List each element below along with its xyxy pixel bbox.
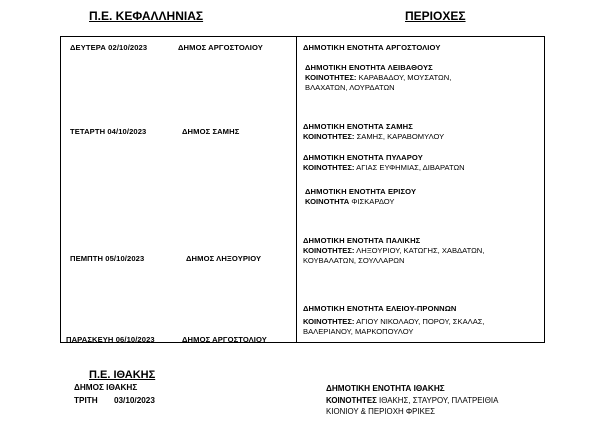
communities-list: ΦΙΣΚΑΡΔΟΥ xyxy=(351,197,395,206)
communities-label: ΚΟΙΝΟΤΗΤΕΣ: xyxy=(303,317,355,326)
area-communities-cont: ΚΟΥΒΑΛΑΤΩΝ, ΣΟΥΛΛΑΡΩΝ xyxy=(303,256,405,265)
ithaki-day: ΤΡΙΤΗ xyxy=(74,396,98,405)
row-municipality: ΔΗΜΟΣ ΣΑΜΗΣ xyxy=(182,127,240,136)
row-date: ΠΕΜΠΤΗ 05/10/2023 xyxy=(70,254,145,263)
area-communities xyxy=(305,73,451,82)
row-date: ΠΑΡΑΣΚΕΥΗ 06/10/2023 xyxy=(66,335,155,343)
area-communities-cont: ΒΛΑΧΑΤΩΝ, ΛΟΥΡΔΑΤΩΝ xyxy=(305,83,395,92)
communities-label: ΚΟΙΝΟΤΗΤΕΣ: xyxy=(303,132,355,141)
areas-heading: ΠΕΡΙΟΧΕΣ xyxy=(405,9,466,23)
row-date: ΤΕΤΑΡΤΗ 04/10/2023 xyxy=(70,127,147,136)
area-communities xyxy=(303,317,485,326)
area-communities-cont: ΒΑΛΕΡΙΑΝΟΥ, ΜΑΡΚΟΠΟΥΛΟΥ xyxy=(303,327,414,336)
ithaki-unit: ΔΗΜΟΤΙΚΗ ΕΝΟΤΗΤΑ ΙΘΑΚΗΣ xyxy=(326,384,445,393)
area-unit: ΔΗΜΟΤΙΚΗ ΕΝΟΤΗΤΑ ΑΡΓΟΣΤΟΛΙΟΥ xyxy=(303,43,441,52)
area-communities xyxy=(303,246,484,255)
communities-list: ΛΗΞΟΥΡΙΟΥ, ΚΑΤΩΓΗΣ, ΧΑΒΔΑΤΩΝ, xyxy=(356,246,485,255)
area-unit: ΔΗΜΟΤΙΚΗ ΕΝΟΤΗΤΑ ΛΕΙΒΑΘΟΥΣ xyxy=(305,63,433,72)
communities-list: ΑΓΙΑΣ ΕΥΦΗΜΙΑΣ, ΔΙΒΑΡΑΤΩΝ xyxy=(356,163,465,172)
ithaki-communities-label: ΚΟΙΝΟΤΗΤΕΣ xyxy=(326,396,377,405)
communities-label: ΚΟΙΝΟΤΗΤΕΣ: xyxy=(305,73,357,82)
kefallinia-heading: Π.Ε. ΚΕΦΑΛΛΗΝΙΑΣ xyxy=(89,9,204,23)
communities-label: ΚΟΙΝΟΤΗΤΕΣ: xyxy=(303,163,355,172)
communities-label: ΚΟΙΝΟΤΗΤΑ xyxy=(305,197,350,206)
communities-label: ΚΟΙΝΟΤΗΤΕΣ: xyxy=(303,246,355,255)
row-date: ΔΕΥΤΕΡΑ 02/10/2023 xyxy=(70,43,148,52)
schedule-table xyxy=(60,36,545,343)
ithaki-date: 03/10/2023 xyxy=(113,396,155,405)
area-unit: ΔΗΜΟΤΙΚΗ ΕΝΟΤΗΤΑ ΠΥΛΑΡΟΥ xyxy=(303,153,423,162)
ithaki-heading: Π.Ε. ΙΘΑΚΗΣ xyxy=(89,369,156,381)
communities-list: ΑΓΙΟΥ ΝΙΚΟΛΑΟΥ, ΠΟΡΟΥ, ΣΚΑΛΑΣ, xyxy=(356,317,485,326)
row-municipality: ΔΗΜΟΣ ΛΗΞΟΥΡΙΟΥ xyxy=(186,254,262,263)
area-communities xyxy=(303,132,444,141)
area-communities xyxy=(303,163,465,172)
ithaki-communities xyxy=(326,396,498,405)
row-municipality: ΔΗΜΟΣ ΑΡΓΟΣΤΟΛΙΟΥ xyxy=(178,43,263,52)
column-divider xyxy=(296,37,297,342)
area-communities xyxy=(305,197,395,206)
ithaki-municipality: ΔΗΜΟΣ ΙΘΑΚΗΣ xyxy=(74,383,138,392)
area-unit: ΔΗΜΟΤΙΚΗ ΕΝΟΤΗΤΑ ΠΑΛΙΚΗΣ xyxy=(303,236,421,245)
ithaki-communities-cont: ΚΙΟΝΙΟΥ & ΠΕΡΙΟΧΗ ΦΡΙΚΕΣ xyxy=(326,407,435,416)
communities-list: ΚΑΡΑΒΑΔΟΥ, ΜΟΥΣΑΤΩΝ, xyxy=(358,73,452,82)
ithaki-communities-list: ΙΘΑΚΗΣ, ΣΤΑΥΡΟΥ, ΠΛΑΤΡΕΙΘΙΑ xyxy=(379,396,499,405)
area-unit: ΔΗΜΟΤΙΚΗ ΕΝΟΤΗΤΑ ΕΡΙΣΟΥ xyxy=(305,187,417,196)
communities-list: ΣΑΜΗΣ, ΚΑΡΑΒΟΜΥΛΟΥ xyxy=(356,132,445,141)
ithaki-date-line xyxy=(74,396,155,405)
area-unit: ΔΗΜΟΤΙΚΗ ΕΝΟΤΗΤΑ ΣΑΜΗΣ xyxy=(303,122,413,131)
row-municipality: ΔΗΜΟΣ ΑΡΓΟΣΤΟΛΙΟΥ xyxy=(182,335,267,343)
area-unit: ΔΗΜΟΤΙΚΗ ΕΝΟΤΗΤΑ ΕΛΕΙΟΥ-ΠΡΟΝΝΩΝ xyxy=(303,304,457,313)
